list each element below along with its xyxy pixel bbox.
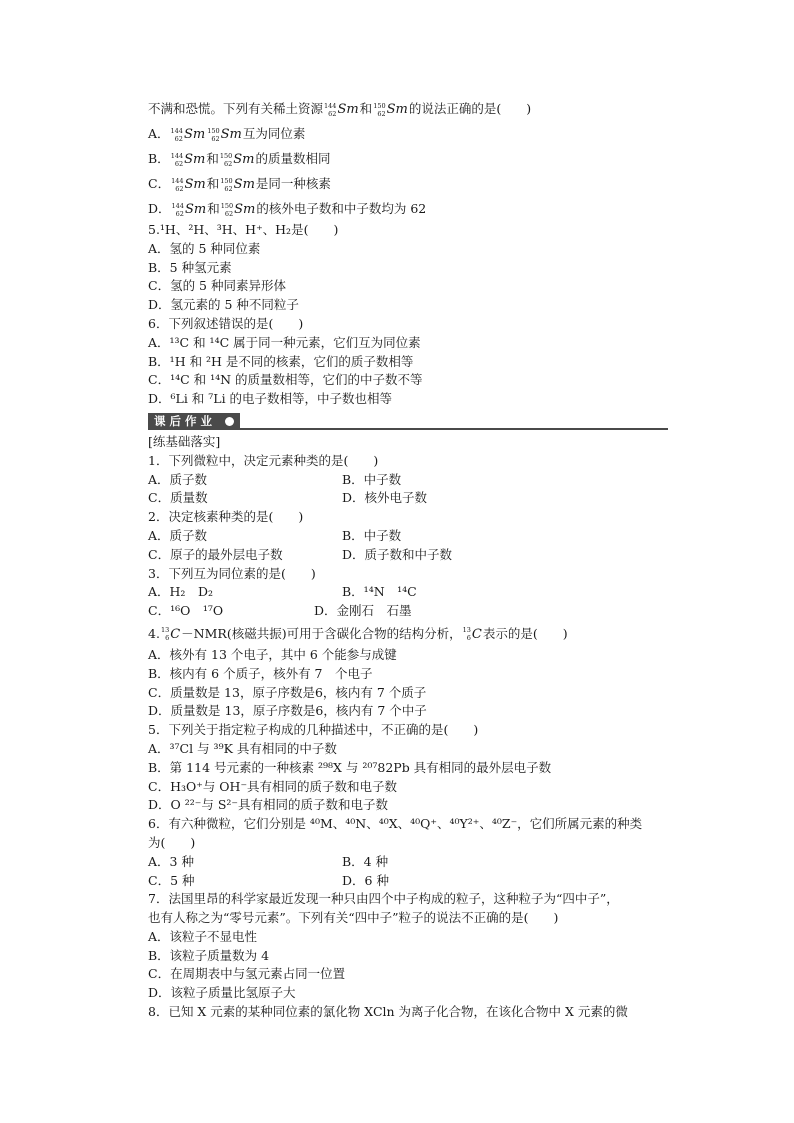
q5-option-d: D．氢元素的 5 种不同粒子 — [148, 297, 299, 313]
hw-q4-option-b: B．核内有 6 个质子，核外有 7 个电子 — [148, 665, 373, 681]
nuclide-sm150: 150 62 Sm — [220, 176, 255, 193]
hw-q5-option-d: D．O ²²⁻与 S²⁻具有相同的质子数和电子数 — [148, 797, 389, 813]
hw-q7-option-d: D．该粒子质量比氢原子大 — [148, 985, 296, 1001]
hw-q7-option-c: C．在周期表中与氢元素占同一位置 — [148, 966, 346, 982]
q6-option-a: A．¹³C 和 ¹⁴C 属于同一种元素，它们互为同位素 — [148, 334, 421, 350]
hw-q1-option-d: D．核外电子数 — [342, 490, 428, 506]
intro-option-b: B． 144 62 Sm 和 150 62 Sm 的质量数相同 — [148, 146, 668, 171]
hw-q6-option-c: C．5 种 — [148, 872, 195, 888]
q5-stem: 5.¹H、²H、³H、H⁺、H₂是( ) — [148, 222, 339, 237]
hw-q6-option-a: A．3 种 — [148, 853, 194, 869]
hw-q5-option-a: A．³⁷Cl 与 ³⁹K 具有相同的中子数 — [148, 740, 337, 756]
q6-stem: 6．下列叙述错误的是( ) — [148, 315, 304, 331]
hw-q1-option-a: A．质子数 — [148, 471, 208, 487]
hw-q3-option-b: B．¹⁴N ¹⁴C — [342, 584, 417, 600]
hw-q5-option-b: B．第 114 号元素的一种核素 ²⁹⁸X 与 ²⁰⁷82Pb 具有相同的最外层电子数 — [148, 759, 552, 775]
nuclide-sm144: 144 62 Sm — [170, 126, 206, 143]
hw-q6-row2 — [148, 872, 668, 891]
intro-stem-post: 的说法正确的是( ) — [408, 101, 532, 116]
nuclide-sm144: 144 62 Sm — [171, 176, 206, 193]
hw-q1-stem: 1．下列微粒中，决定元素种类的是( ) — [148, 452, 379, 468]
hw-q2-option-a: A．质子数 — [148, 527, 208, 543]
hw-q1-row1 — [148, 471, 668, 490]
hw-q6-stem: 6．有六种微粒，它们分别是 ⁴⁰M、⁴⁰N、⁴⁰X、⁴⁰Q⁺、⁴⁰Y²⁺、⁴⁰Z⁻，它们所属元素的种类 — [148, 816, 643, 832]
hw-q5-option-c: C．H₃O⁺与 OH⁻具有相同的质子数和电子数 — [148, 778, 398, 794]
q6-option-d: D．⁶Li 和 ⁷Li 的电子数相等，中子数也相等 — [148, 391, 393, 407]
hw-q2-row2 — [148, 546, 668, 565]
section-title: 课 后 作 业 — [148, 413, 240, 430]
nuclide-sm150: 150 62 Sm — [220, 201, 256, 218]
hw-q5-stem: 5．下列关于指定粒子构成的几种描述中，不正确的是( ) — [148, 722, 479, 738]
nuclide-sm150: 150 62 Sm — [219, 151, 255, 168]
q5-option-b: B．5 种氢元素 — [148, 259, 232, 275]
nuclide-sm144: 144 62 Sm — [324, 101, 359, 118]
hw-q1-option-c: C．质量数 — [148, 490, 208, 506]
hw-q2-row1 — [148, 527, 668, 546]
hw-q7-option-a: A．该粒子不显电性 — [148, 928, 258, 944]
hw-q7-option-b: B．该粒子质量数为 4 — [148, 947, 270, 963]
section-banner — [148, 409, 668, 433]
document-page — [148, 96, 668, 1022]
hw-q1-option-b: B．中子数 — [342, 471, 402, 487]
nuclide-sm150: 150 62 Sm — [207, 126, 242, 143]
nuclide-sm144: 144 62 Sm — [170, 151, 206, 168]
hw-q3-stem: 3．下列互为同位素的是( ) — [148, 565, 316, 581]
q6-option-c: C．¹⁴C 和 ¹⁴N 的质量数相等，它们的中子数不等 — [148, 372, 423, 388]
q5-option-c: C．氢的 5 种同素异形体 — [148, 278, 286, 294]
intro-option-c: C． 144 62 Sm 和 150 62 Sm 是同一种核素 — [148, 171, 668, 196]
nuclide-sm144: 144 62 Sm — [171, 201, 207, 218]
hw-q3-option-a: A．H₂ D₂ — [148, 584, 213, 600]
intro-stem-pre: 不满和恐慌。下列有关稀土资源 — [148, 101, 324, 116]
hw-q2-option-c: C．原子的最外层电子数 — [148, 546, 283, 562]
hw-q2-option-b: B．中子数 — [342, 527, 402, 543]
bullet-icon — [225, 417, 234, 426]
hw-q4-option-d: D．质量数是 13，原子序数是6，核内有 7 个中子 — [148, 703, 427, 719]
q6-option-b: B．¹H 和 ²H 是不同的核素，它们的质子数相等 — [148, 353, 414, 369]
hw-q6-option-d: D．6 种 — [342, 872, 389, 888]
q5-option-a: A．氢的 5 种同位素 — [148, 240, 261, 256]
hw-q7-stem: 7．法国里昂的科学家最近发现一种只由四个中子构成的粒子，这种粒子为“四中子”， — [148, 891, 619, 907]
hw-q6-option-b: B．4 种 — [342, 853, 389, 869]
hw-q3-option-c: C．¹⁶O ¹⁷O — [148, 603, 224, 619]
section-divider — [240, 428, 668, 430]
hw-q7-stem-cont: 也有人称之为“零号元素”。下列有关“四中子”粒子的说法不正确的是( ) — [148, 910, 559, 926]
intro-option-d: D． 144 62 Sm 和 150 62 Sm 的核外电子数和中子数均为 62 — [148, 196, 668, 221]
hw-q4-option-c: C．质量数是 13，原子序数是6，核内有 7 个质子 — [148, 684, 427, 700]
nuclide-c13: 13 6 C — [160, 626, 181, 643]
hw-q2-stem: 2．决定核素种类的是( ) — [148, 509, 304, 525]
hw-q2-option-d: D．质子数和中子数 — [342, 546, 453, 562]
hw-q4-option-a: A．核外有 13 个电子，其中 6 个能参与成键 — [148, 646, 397, 662]
hw-q6-stem-cont: 为( ) — [148, 834, 196, 850]
hw-q3-row1 — [148, 583, 668, 602]
section-subtitle: [练基础落实] — [148, 433, 221, 449]
nuclide-c13-repeat: 13 6 C — [462, 626, 482, 643]
hw-q6-row1 — [148, 853, 668, 872]
intro-option-a: A． 144 62 Sm 150 62 Sm 互为同位素 — [148, 121, 668, 146]
hw-q3-row2 — [148, 602, 668, 621]
intro-stem: 不满和恐慌。下列有关稀土资源 144 62 Sm 和 150 62 Sm 的说法正确的是( ) — [148, 96, 668, 121]
hw-q4-stem: 4. 13 6 C －NMR(核磁共振)可用于含碳化合物的结构分析， 13 6 C 表示的是( ) — [148, 621, 668, 646]
hw-q3-option-d: D．金刚石 石墨 — [314, 603, 412, 619]
nuclide-sm150: 150 62 Sm — [373, 101, 408, 118]
hw-q1-row2 — [148, 489, 668, 508]
hw-q8-stem: 8．已知 X 元素的某种同位素的氯化物 XCln 为离子化合物，在该化合物中 X 元素的微 — [148, 1004, 628, 1020]
